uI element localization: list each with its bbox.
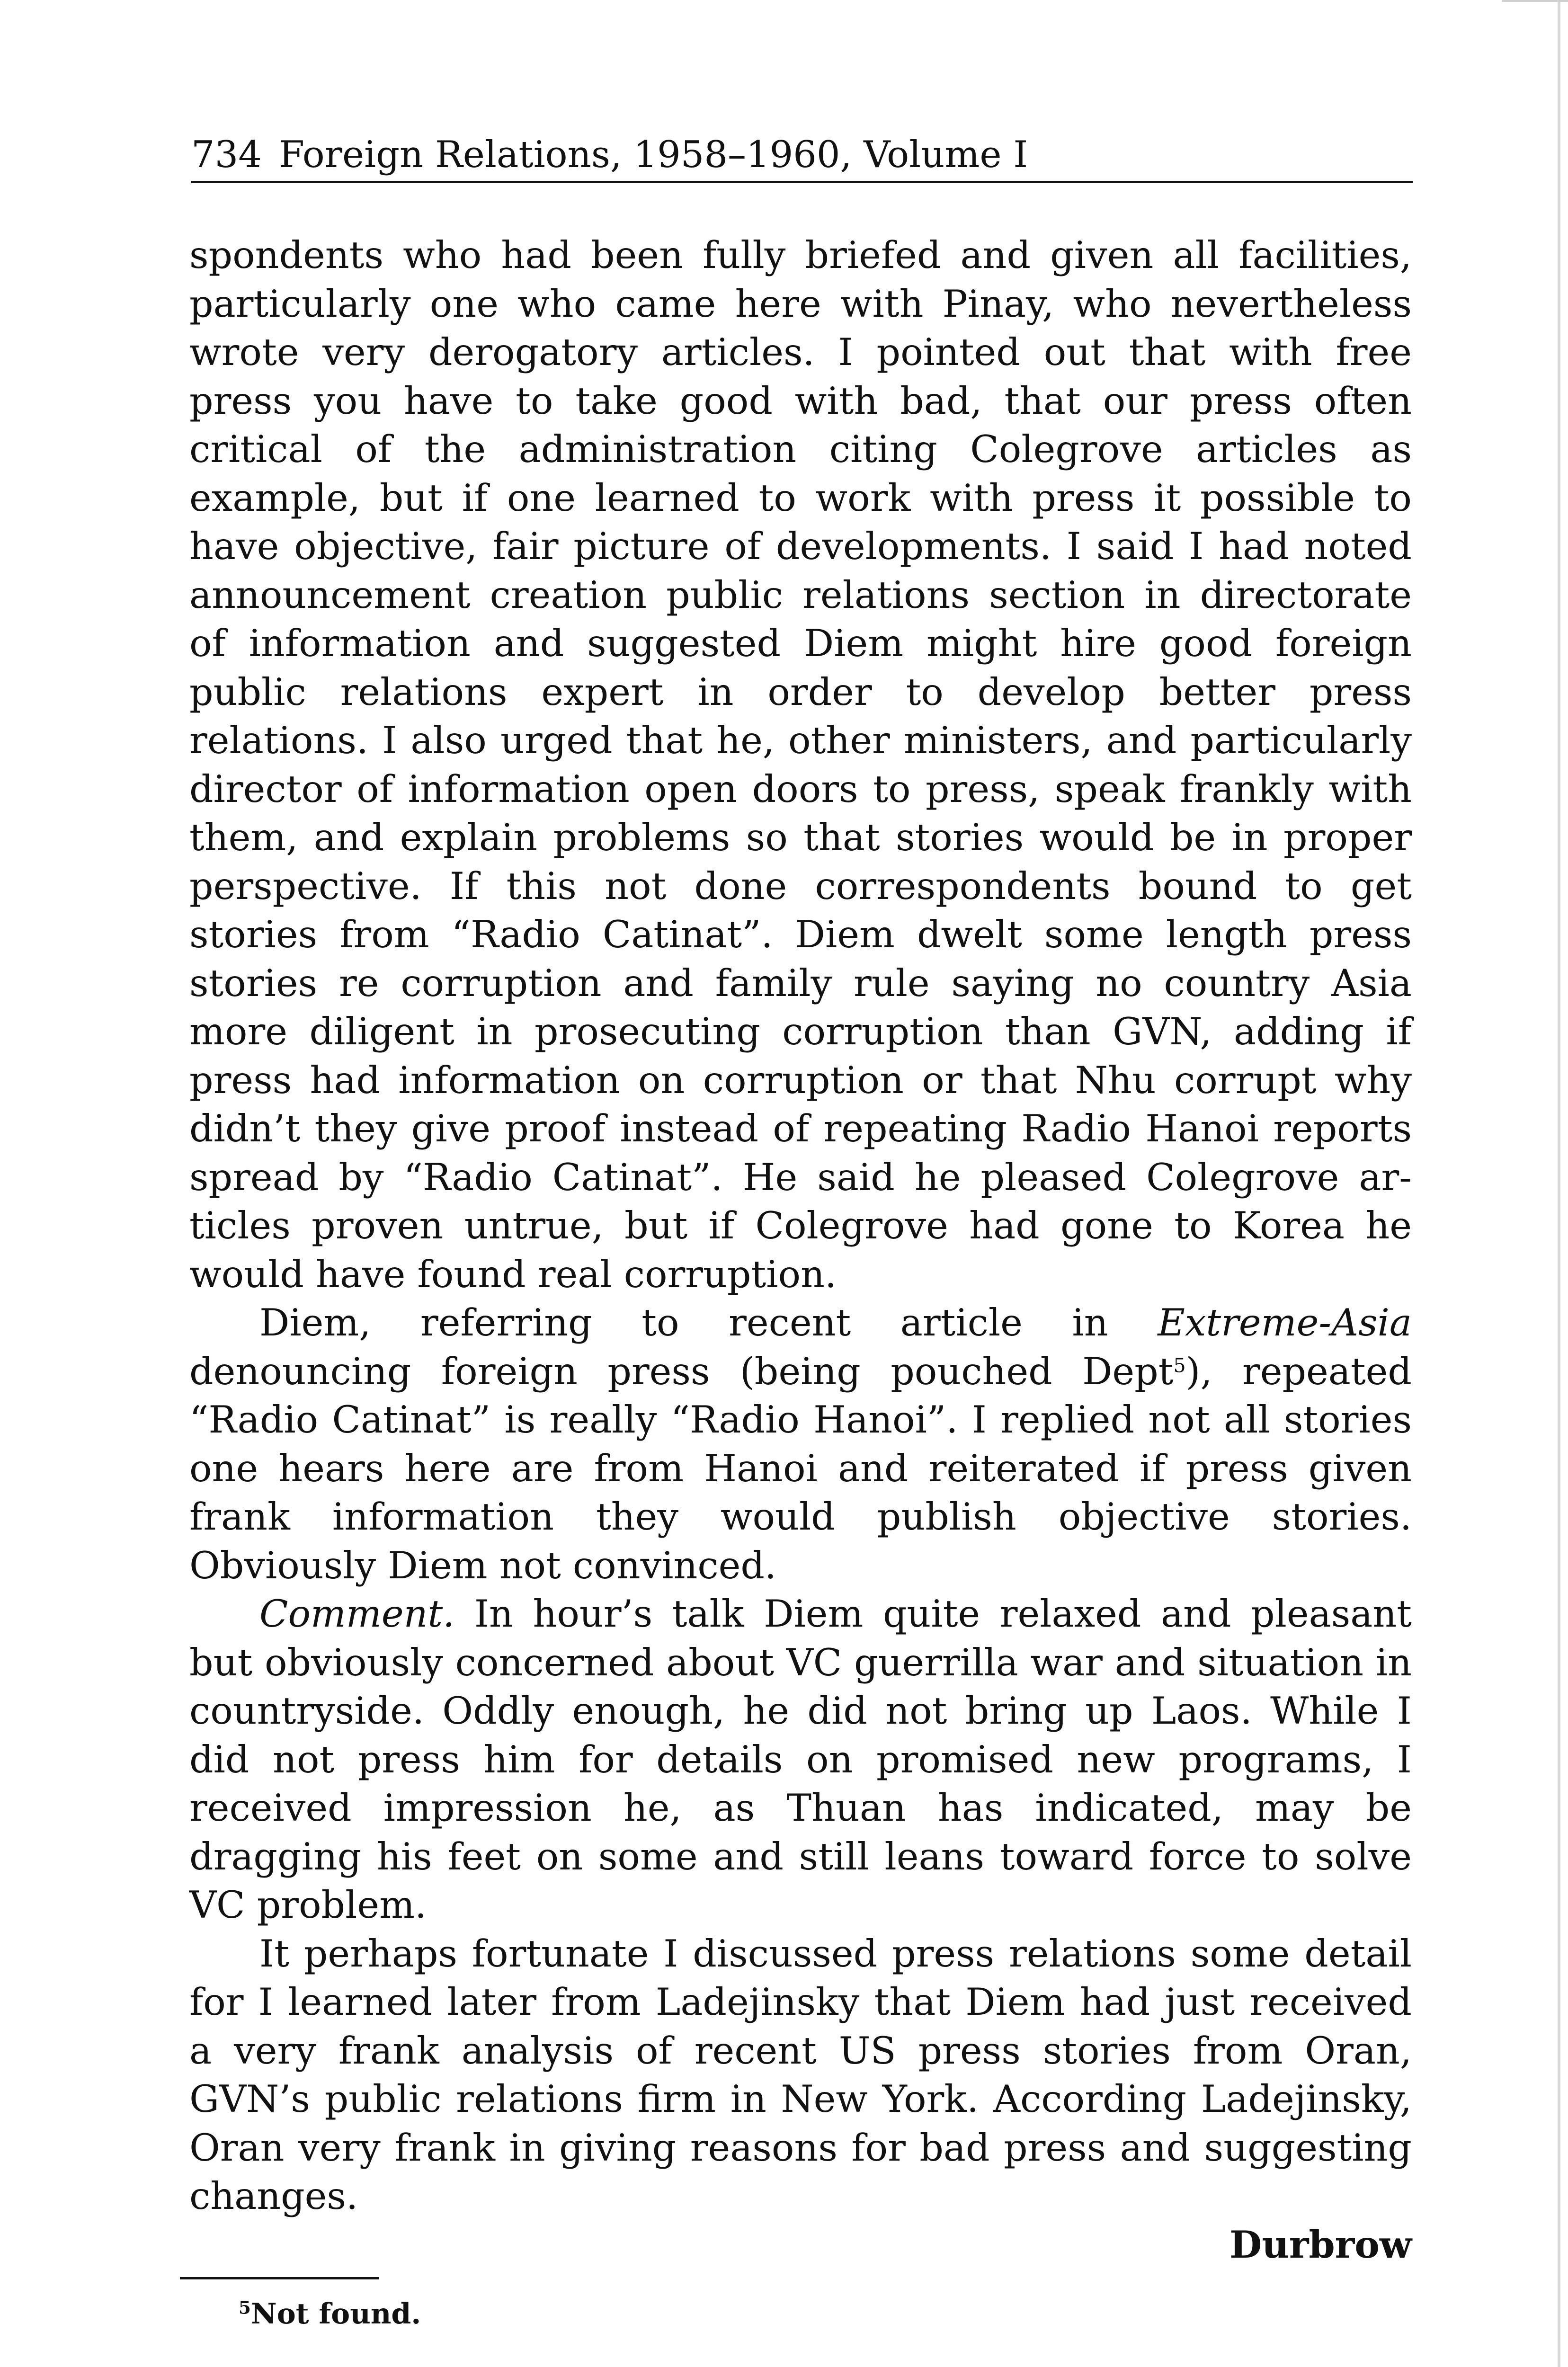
comment-label: Comment. — [259, 1592, 455, 1636]
page-number: 734 — [191, 133, 262, 176]
paragraph-text: Diem, referring to recent article in — [259, 1301, 1158, 1344]
footnote-divider — [180, 2277, 379, 2279]
paragraph-extreme-asia — [189, 1299, 1412, 1590]
paragraph-press-relations: It perhaps fortunate I discussed press relations some detail for I learned later from Ladejinsky that Diem had just received a very frank analysis of recent US press stories from Oran, GVN’s public relations firm in New York. According Ladejinsky, Oran very frank in giving reasons for bad press and suggesting changes. — [189, 1931, 1412, 2218]
scan-edge-top — [1502, 0, 1568, 2]
scan-edge — [1558, 0, 1560, 2367]
signature: Durbrow — [1229, 2222, 1412, 2267]
footnote-reference: 5 — [1173, 1354, 1186, 1377]
paragraph-text: ), repeated “Radio Catinat” is really “Radio Hanoi”. I replied not all stories one hears here are from Hanoi and reiterated if press given frank information they would publish objective stories. Obviously Diem not convinced. — [189, 1349, 1412, 1587]
paragraph-continued: spondents who had been fully briefed and given all facilities, particularly one who came here with Pinay, who nevertheless wrote very derogatory articles. I pointed out that with free press you have to take good with bad, that our press often critical of the administration citing Colegrove articles as example, but if one learned to work with press it possible to have objective, fair picture of developments. I said I had noted announcement creation public relations section in directorate of information and suggested Diem might hire good foreign public relations expert in order to develop better press relations. I also urged that he, other ministers, and particularly director of information open doors to press, speak frankly with them, and explain problems so that stories would be in proper perspective. If this not done correspondents bound to get stories from “Radio Catinat”. Diem dwelt some length press stories re corruption and family rule saying no country Asia more diligent in prosecuting corruption than GVN, adding if press had information on corruption or that Nhu corrupt why didn’t they give proof instead of repeating Radio Hanoi reports spread by “Radio Catinat”. He said he pleased Colegrove articles proven untrue, but if Colegrove had gone to Korea he would have found real corruption. — [189, 233, 1412, 1296]
volume-title: Foreign Relations, 1958–1960, Volume I — [278, 133, 1028, 176]
paragraph-text: In hour’s talk Diem quite relaxed and pleasant but obviously concerned about VC guerrilla war and situation in countryside. Oddly enough, he did not bring up Laos. While I did not press him for details on promised new programs, I received impression he, as Thuan has indicated, may be dragging his feet on some and still leans toward force to solve VC problem. — [189, 1592, 1412, 1927]
running-head — [191, 129, 1413, 183]
body-text — [189, 231, 1412, 2269]
paragraph-text: denouncing foreign press (being pouched Dept — [189, 1349, 1174, 1393]
footnote — [239, 2295, 421, 2333]
publication-title: Extreme-Asia — [1158, 1301, 1412, 1344]
footnote-number: 5 — [239, 2297, 251, 2318]
paragraph-comment — [189, 1590, 1412, 1930]
footnote-text: Not found. — [250, 2297, 421, 2331]
